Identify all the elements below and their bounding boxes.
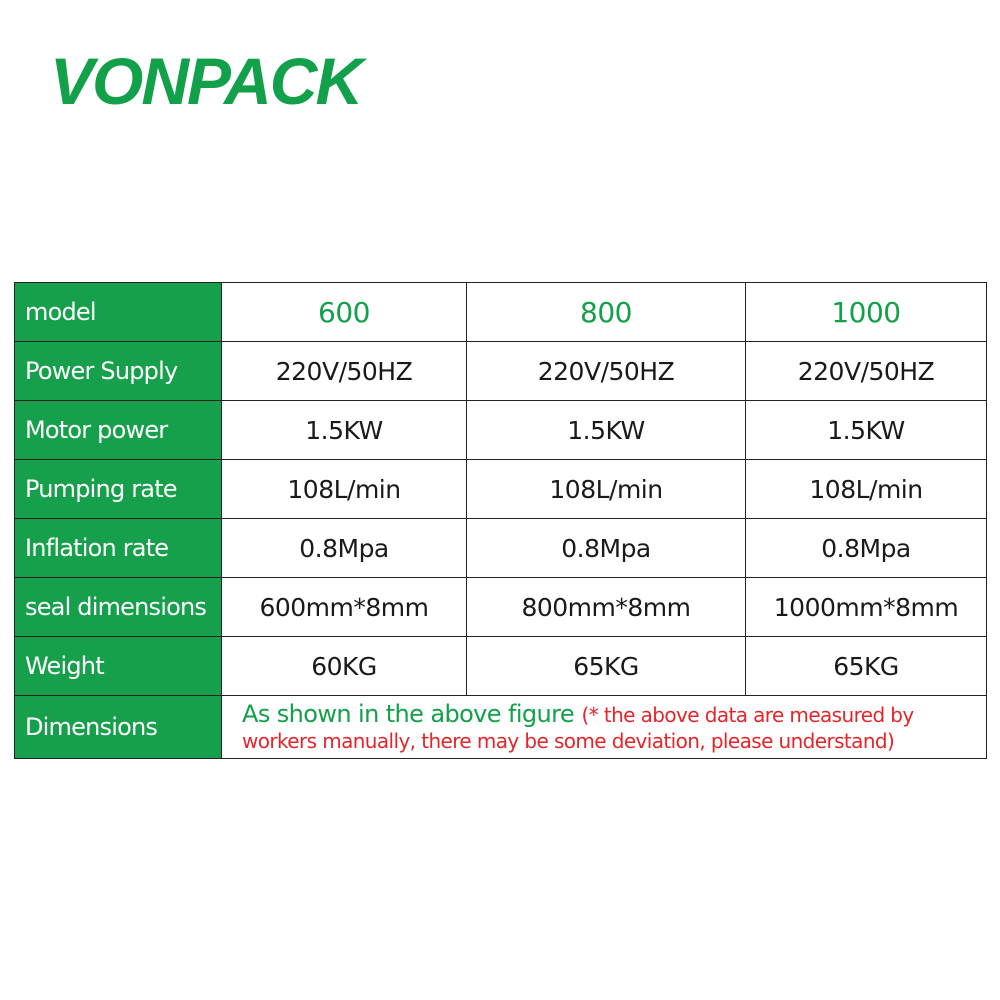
table-header-row [15, 283, 987, 342]
table-row-seal-dimensions [15, 578, 987, 637]
table-row-weight [15, 637, 987, 696]
table-row-inflation-rate [15, 519, 987, 578]
row-label-motor-power: Motor power [15, 401, 222, 460]
table-row-power-supply [15, 342, 987, 401]
row-label-pumping-rate: Pumping rate [15, 460, 222, 519]
row-label-seal-dimensions: seal dimensions [15, 578, 222, 637]
table-cell: 1.5KW [746, 401, 987, 460]
row-label-inflation-rate: Inflation rate [15, 519, 222, 578]
table-cell: 1.5KW [222, 401, 467, 460]
table-cell: 800mm*8mm [467, 578, 746, 637]
table-cell: 600mm*8mm [222, 578, 467, 637]
table-cell: 0.8Mpa [746, 519, 987, 578]
table-cell: 60KG [222, 637, 467, 696]
row-label-dimensions: Dimensions [15, 696, 222, 759]
table-cell: 108L/min [746, 460, 987, 519]
table-cell: 108L/min [222, 460, 467, 519]
table-cell: 0.8Mpa [467, 519, 746, 578]
model-1000-header: 1000 [746, 283, 987, 342]
dimensions-note-cell [222, 696, 987, 759]
table-cell: 220V/50HZ [222, 342, 467, 401]
row-label-weight: Weight [15, 637, 222, 696]
table-row-pumping-rate [15, 460, 987, 519]
model-800-header: 800 [467, 283, 746, 342]
row-label-power-supply: Power Supply [15, 342, 222, 401]
model-600-header: 600 [222, 283, 467, 342]
table-cell: 65KG [467, 637, 746, 696]
table-row-dimensions [15, 696, 987, 759]
brand-logo: VONPACK [50, 44, 362, 118]
table-cell: 220V/50HZ [746, 342, 987, 401]
table-cell: 65KG [746, 637, 987, 696]
dimensions-main-text: As shown in the above figure [242, 699, 575, 728]
table-cell: 1.5KW [467, 401, 746, 460]
table-row-motor-power [15, 401, 987, 460]
row-label-model: model [15, 283, 222, 342]
table-cell: 1000mm*8mm [746, 578, 987, 637]
table-cell: 0.8Mpa [222, 519, 467, 578]
table-cell: 220V/50HZ [467, 342, 746, 401]
table-cell: 108L/min [467, 460, 746, 519]
dimensions-disclaimer: (* the above data are measured by workers manually, there may be some deviation, please understand) [242, 702, 914, 753]
spec-table [14, 282, 987, 759]
